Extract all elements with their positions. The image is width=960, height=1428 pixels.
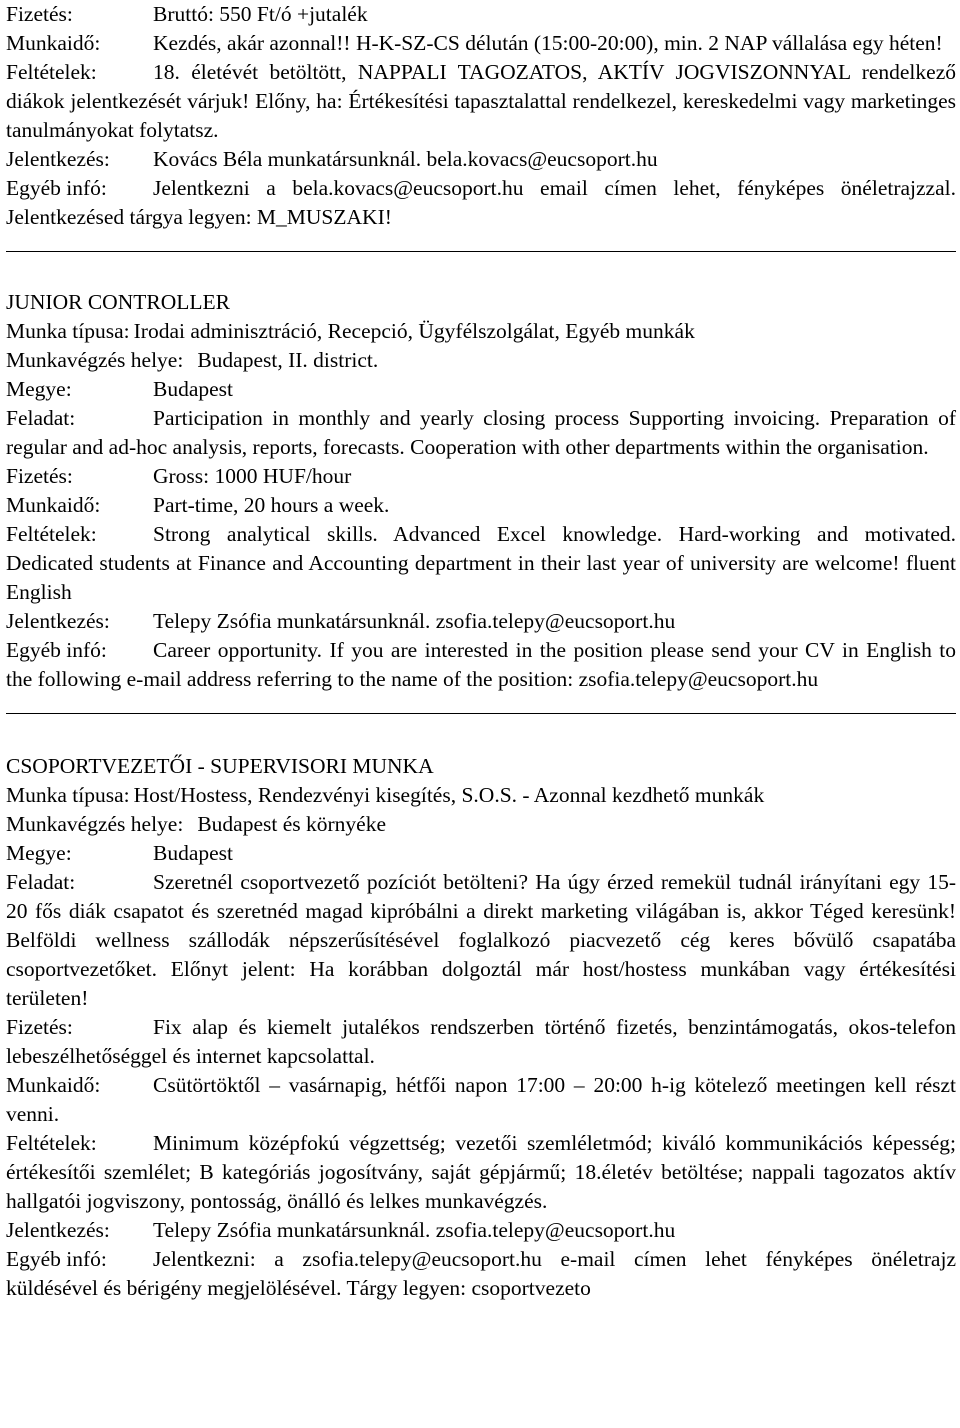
other-info-label: Egyéb infó: — [6, 638, 107, 662]
workplace-label: Munkavégzés helye: — [6, 348, 184, 372]
application-row — [6, 145, 956, 174]
task-label: Feladat: — [6, 406, 76, 430]
requirements-label: Feltételek: — [6, 522, 97, 546]
requirements-row — [6, 520, 956, 607]
county-row — [6, 839, 956, 868]
working-hours-value: Kezdés, akár azonnal!! H-K-SZ-CS délután (15:00-20:00), min. 2 NAP vállalása egy héten! — [153, 31, 943, 55]
application-label: Jelentkezés: — [6, 1218, 110, 1242]
requirements-row — [6, 1129, 956, 1216]
workplace-row — [6, 810, 956, 839]
other-info-value: Jelentkezni a bela.kovacs@eucsoport.hu email címen lehet, fényképes önéletrajzzal. Jelentkezésed tárgya legyen: M_MUSZAKI! — [6, 176, 956, 229]
salary-row — [6, 1013, 956, 1071]
other-info-row — [6, 636, 956, 694]
application-row — [6, 607, 956, 636]
salary-value: Gross: 1000 HUF/hour — [153, 464, 352, 488]
application-label: Jelentkezés: — [6, 147, 110, 171]
working-hours-label: Munkaidő: — [6, 1073, 101, 1097]
other-info-row — [6, 1245, 956, 1303]
working-hours-label: Munkaidő: — [6, 493, 101, 517]
job-type-row — [6, 781, 956, 810]
salary-label: Fizetés: — [6, 2, 73, 26]
county-value: Budapest — [153, 841, 234, 865]
other-info-row — [6, 174, 956, 232]
job-type-label: Munka típusa: — [6, 319, 130, 343]
application-value: Telepy Zsófia munkatársunknál. zsofia.telepy@eucsoport.hu — [153, 1218, 676, 1242]
salary-value: Bruttó: 550 Ft/ó +jutalék — [153, 2, 368, 26]
other-info-value: Career opportunity. If you are interested in the position please send your CV in English to the following e-mail address referring to the name of the position: zsofia.telepy@eucsoport.hu — [6, 638, 956, 691]
job-title-junior-controller: JUNIOR CONTROLLER — [6, 290, 230, 314]
salary-label: Fizetés: — [6, 464, 73, 488]
requirements-row — [6, 58, 956, 145]
county-row — [6, 375, 956, 404]
task-row — [6, 868, 956, 1013]
workplace-value: Budapest, II. district. — [197, 348, 379, 372]
other-info-label: Egyéb infó: — [6, 1247, 107, 1271]
job-type-label: Munka típusa: — [6, 783, 130, 807]
task-row — [6, 404, 956, 462]
working-hours-label: Munkaidő: — [6, 31, 101, 55]
application-value: Telepy Zsófia munkatársunknál. zsofia.telepy@eucsoport.hu — [153, 609, 676, 633]
requirements-value: Minimum középfokú végzettség; vezetői szemléletmód; kiváló kommunikációs képesség; értékesítői szemlélet; B kategóriás jogosítvány, saját gépjármű; 18.életév betöltése; nappali tagozatos aktív hallgatói jogviszony, pontosság, önálló és lelkes munkavégzés. — [6, 1131, 956, 1213]
salary-row — [6, 462, 956, 491]
task-value: Szeretnél csoportvezető pozíciót betölteni? Ha úgy érzed remekül tudnál irányítani egy 15-20 fős diák csapatot és szeretnéd magad kipróbálni a direkt marketing világában is, akkor Téged keresünk! Belföldi wellness szállodák népszerűsítésével foglalkozó piacvezető cég keres bővülő csapatába csoportvezetőket. Előnyt jelent: Ha korábban dolgoztál már host/hostess munkában vagy értékesítési területen! — [6, 870, 956, 1010]
requirements-value: Strong analytical skills. Advanced Excel knowledge. Hard-working and motivated. Dedicated students at Finance and Accounting department in their last year of university are welcome! fluent English — [6, 522, 956, 604]
requirements-value: 18. életévét betöltött, NAPPALI TAGOZATOS, AKTÍV JOGVISZONNYAL rendelkező diákok jelentkezését várjuk! Előny, ha: Értékesítési tapasztalattal rendelkezel, kereskedelmi vagy marketinges tanulmányokat folytatsz. — [6, 60, 956, 142]
working-hours-row — [6, 1071, 956, 1129]
working-hours-value: Csütörtöktől – vasárnapig, hétfői napon 17:00 – 20:00 h-ig kötelező meetingen kell részt venni. — [6, 1073, 956, 1126]
working-hours-row — [6, 29, 956, 58]
job-type-row — [6, 317, 956, 346]
job-type-value: Host/Hostess, Rendezvényi kisegítés, S.O.S. - Azonnal kezdhető munkák — [133, 783, 765, 807]
task-label: Feladat: — [6, 870, 76, 894]
application-value: Kovács Béla munkatársunknál. bela.kovacs@eucsoport.hu — [153, 147, 658, 171]
application-row — [6, 1216, 956, 1245]
county-value: Budapest — [153, 377, 234, 401]
workplace-row — [6, 346, 956, 375]
task-value: Participation in monthly and yearly closing process Supporting invoicing. Preparation of regular and ad-hoc analysis, reports, forecasts. Cooperation with other departments within the organisation. — [6, 406, 956, 459]
requirements-label: Feltételek: — [6, 60, 97, 84]
workplace-value: Budapest és környéke — [197, 812, 386, 836]
county-label: Megye: — [6, 841, 72, 865]
other-info-label: Egyéb infó: — [6, 176, 107, 200]
county-label: Megye: — [6, 377, 72, 401]
salary-value: Fix alap és kiemelt jutalékos rendszerben történő fizetés, benzintámogatás, okos-telefon lebeszélhetőséggel és internet kapcsolattal. — [6, 1015, 956, 1068]
application-label: Jelentkezés: — [6, 609, 110, 633]
working-hours-value: Part-time, 20 hours a week. — [153, 493, 390, 517]
salary-row — [6, 0, 956, 29]
other-info-value: Jelentkezni: a zsofia.telepy@eucsoport.hu e-mail címen lehet fényképes önéletrajz küldésével és bérigény megjelölésével. Tárgy legyen: csoportvezeto — [6, 1247, 956, 1300]
working-hours-row — [6, 491, 956, 520]
requirements-label: Feltételek: — [6, 1131, 97, 1155]
salary-label: Fizetés: — [6, 1015, 73, 1039]
job-title-supervisor: CSOPORTVEZETŐI - SUPERVISORI MUNKA — [6, 754, 434, 778]
job-type-value: Irodai adminisztráció, Recepció, Ügyfélszolgálat, Egyéb munkák — [133, 319, 695, 343]
workplace-label: Munkavégzés helye: — [6, 812, 184, 836]
